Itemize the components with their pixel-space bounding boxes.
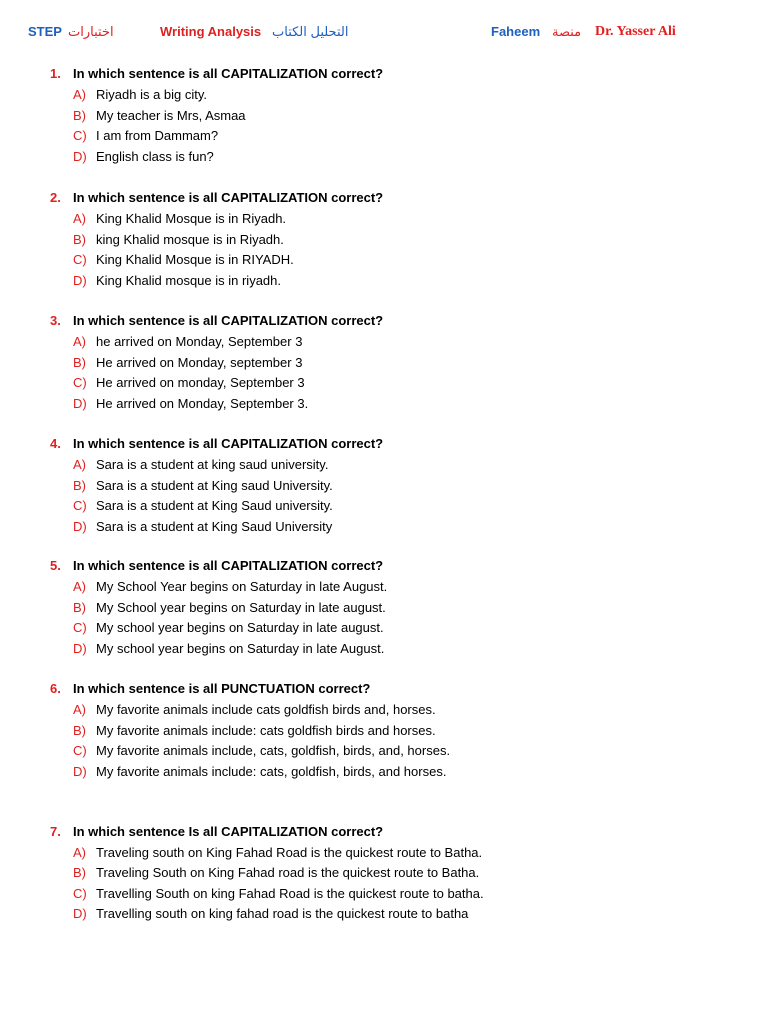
option-letter: A)	[73, 579, 86, 594]
option-a	[73, 457, 328, 472]
option-text: Sara is a student at King saud University.	[96, 478, 333, 493]
option-a	[73, 579, 387, 594]
option-b	[73, 232, 284, 247]
question-heading	[50, 190, 383, 205]
question-text: In which sentence is all CAPITALIZATION correct?	[73, 313, 384, 328]
question-number: 1.	[50, 66, 61, 81]
option-c	[73, 620, 384, 635]
option-letter: B)	[73, 600, 86, 615]
option-c	[73, 375, 305, 390]
option-letter: C)	[73, 498, 87, 513]
option-text: Travelling South on king Fahad Road is the quickest route to batha.	[96, 886, 484, 901]
option-d	[73, 396, 308, 411]
question-heading	[50, 313, 383, 328]
option-c	[73, 128, 218, 143]
option-text: My favorite animals include: cats, goldfish, birds, and horses.	[96, 764, 447, 779]
question-number: 7.	[50, 824, 61, 839]
option-letter: D)	[73, 764, 87, 779]
option-letter: B)	[73, 232, 86, 247]
option-text: King Khalid mosque is in riyadh.	[96, 273, 281, 288]
option-b	[73, 355, 302, 370]
option-b	[73, 600, 386, 615]
header-writing-analysis: Writing Analysis	[160, 24, 262, 39]
option-letter: A)	[73, 87, 86, 102]
question-text: In which sentence is all CAPITALIZATION correct?	[73, 558, 384, 573]
question-text: In which sentence is all CAPITALIZATION correct?	[73, 66, 384, 81]
option-text: Riyadh is a big city.	[96, 87, 208, 102]
option-b	[73, 478, 333, 493]
option-text: Sara is a student at King Saud university.	[96, 498, 333, 513]
option-letter: B)	[73, 865, 86, 880]
option-d	[73, 519, 332, 534]
option-text: King Khalid Mosque is in RIYADH.	[96, 252, 294, 267]
option-text: My School Year begins on Saturday in late August.	[96, 579, 388, 594]
option-letter: A)	[73, 334, 86, 349]
option-letter: D)	[73, 519, 87, 534]
option-text: he arrived on Monday, September 3	[96, 334, 303, 349]
option-d	[73, 273, 281, 288]
option-letter: A)	[73, 702, 86, 717]
header-step-arabic: اختبارات	[68, 24, 114, 39]
option-d	[73, 764, 446, 779]
option-letter: C)	[73, 743, 87, 758]
option-text: Traveling South on King Fahad road is the quickest route to Batha.	[96, 865, 480, 880]
header-step: STEP	[28, 24, 62, 39]
option-letter: D)	[73, 273, 87, 288]
question-heading	[50, 681, 370, 696]
option-letter: D)	[73, 641, 87, 656]
option-text: My favorite animals include, cats, goldfish, birds, and, horses.	[96, 743, 451, 758]
option-letter: D)	[73, 906, 87, 921]
option-letter: B)	[73, 723, 86, 738]
option-letter: C)	[73, 375, 87, 390]
option-text: He arrived on Monday, september 3	[96, 355, 303, 370]
option-c	[73, 743, 450, 758]
option-letter: C)	[73, 620, 87, 635]
option-text: My School year begins on Saturday in late august.	[96, 600, 386, 615]
option-letter: A)	[73, 457, 86, 472]
question-text: In which sentence is all CAPITALIZATION correct?	[73, 436, 384, 451]
question-heading	[50, 824, 383, 839]
question-number: 5.	[50, 558, 61, 573]
option-text: My school year begins on Saturday in late august.	[96, 620, 384, 635]
question-text: In which sentence is all PUNCTUATION correct?	[73, 681, 371, 696]
option-letter: A)	[73, 211, 86, 226]
question-text: In which sentence is all CAPITALIZATION correct?	[73, 190, 384, 205]
option-letter: C)	[73, 886, 87, 901]
option-b	[73, 723, 436, 738]
option-d	[73, 906, 468, 921]
option-c	[73, 252, 294, 267]
option-letter: B)	[73, 478, 86, 493]
option-letter: A)	[73, 845, 86, 860]
question-number: 3.	[50, 313, 61, 328]
header-faheem-arabic: منصة	[552, 24, 582, 39]
option-text: My school year begins on Saturday in late August.	[96, 641, 385, 656]
option-text: Traveling south on King Fahad Road is the quickest route to Batha.	[96, 845, 483, 860]
question-number: 6.	[50, 681, 61, 696]
question-number: 4.	[50, 436, 61, 451]
option-d	[73, 641, 384, 656]
option-d	[73, 149, 214, 164]
option-text: Sara is a student at King Saud University	[96, 519, 333, 534]
option-letter: C)	[73, 252, 87, 267]
option-text: King Khalid Mosque is in Riyadh.	[96, 211, 287, 226]
header-writing-analysis-arabic: التحليل الكتاب	[272, 24, 349, 39]
header-faheem: Faheem	[491, 24, 541, 39]
option-letter: B)	[73, 108, 86, 123]
question-heading	[50, 558, 383, 573]
option-c	[73, 886, 484, 901]
option-text: king Khalid mosque is in Riyadh.	[96, 232, 284, 247]
option-a	[73, 702, 436, 717]
option-text: My favorite animals include: cats goldfish birds and horses.	[96, 723, 436, 738]
option-text: My favorite animals include cats goldfish birds and, horses.	[96, 702, 436, 717]
option-letter: B)	[73, 355, 86, 370]
option-text: He arrived on Monday, September 3.	[96, 396, 309, 411]
option-text: He arrived on monday, September 3	[96, 375, 305, 390]
question-number: 2.	[50, 190, 61, 205]
option-text: Sara is a student at king saud university.	[96, 457, 329, 472]
option-a	[73, 211, 286, 226]
option-a	[73, 334, 302, 349]
option-text: English class is fun?	[96, 149, 214, 164]
option-a	[73, 87, 207, 102]
question-heading	[50, 66, 383, 81]
question-heading	[50, 436, 383, 451]
page-header	[0, 24, 768, 44]
option-b	[73, 108, 246, 123]
option-text: Travelling south on king fahad road is the quickest route to batha	[96, 906, 469, 921]
option-text: I am from Dammam?	[96, 128, 219, 143]
option-text: My teacher is Mrs, Asmaa	[96, 108, 246, 123]
option-letter: D)	[73, 396, 87, 411]
question-text: In which sentence Is all CAPITALIZATION correct?	[73, 824, 384, 839]
option-letter: C)	[73, 128, 87, 143]
option-a	[73, 845, 482, 860]
option-letter: D)	[73, 149, 87, 164]
option-b	[73, 865, 479, 880]
header-author: Dr. Yasser Ali	[595, 24, 676, 39]
option-c	[73, 498, 333, 513]
